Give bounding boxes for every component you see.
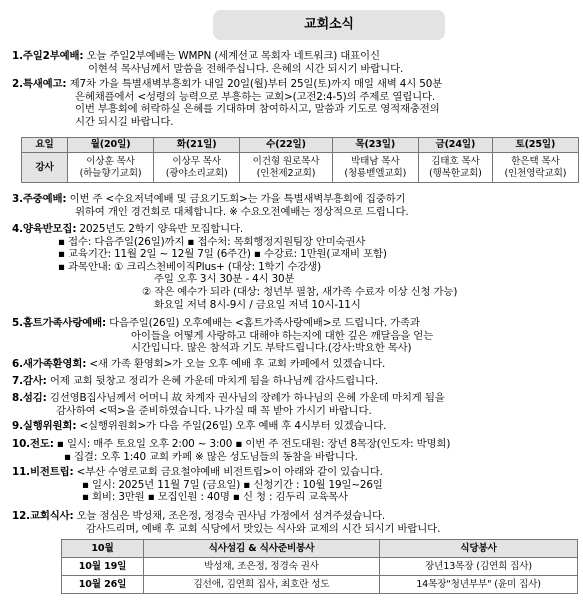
notice-5-line-2: 아이들을 어떻게 사랑하고 대해야 하는지에 대한 깊은 깨달음을 얻는 bbox=[131, 329, 434, 342]
meal-date-cell: 10월 19일 bbox=[62, 558, 144, 576]
notice-4-line-1: 2025년도 2학기 양육반 모집합니다. bbox=[76, 223, 244, 235]
notice-3-line-2: 위하여 개인 경건회로 대체합니다. ※ 수요오전예배는 정상적으로 드립니다. bbox=[75, 205, 409, 218]
meal-table-row bbox=[62, 558, 578, 576]
meal-server-cell: 김선애, 김연희 집사, 최호란 성도 bbox=[144, 576, 380, 594]
speaker-church: (인천제2교회) bbox=[256, 167, 316, 179]
notice-11-head: 11.비전트립: bbox=[12, 466, 74, 478]
notice-1 bbox=[12, 50, 579, 75]
notice-2-line-3: 이번 부흥회에 허락하실 은혜를 기대하며 참여하시고, 말씀과 기도로 영적재충전의 bbox=[75, 103, 440, 116]
notice-8 bbox=[12, 392, 579, 417]
revival-table-header bbox=[22, 138, 579, 153]
speaker-name: 박태남 목사 bbox=[351, 155, 400, 167]
notice-11-line-2: ▪ 일시: 2025년 11월 7일 (금요일) ▪ 신청기간 : 10월 19일~26일 bbox=[82, 478, 383, 491]
notice-9-line-1: <실행위원회>가 다음 주일(26일) 오후 예배 후 4시부터 있겠습니다. bbox=[76, 420, 387, 432]
notice-7 bbox=[12, 375, 579, 388]
notice-9-head: 9.실행위원회: bbox=[12, 420, 77, 432]
speaker-cell bbox=[68, 153, 154, 183]
notice-4-line-3: ▪ 교육기간: 11월 2일 ~ 12월 7일 (6주간) ▪ 수강료: 1만원(교재비 포함) bbox=[58, 248, 387, 261]
meal-server-cell: 박성채, 조은정, 정경숙 권사 bbox=[144, 558, 380, 576]
notice-12-line-1: 오늘 점심은 박성채, 조은정, 정경숙 권사님 가정에서 섬겨주셨습니다. bbox=[73, 510, 386, 522]
notice-2-line-2: 은혜채플에서 <성령의 능력으로 부흥하는 교회>(고전2:4-5)의 주제로 열립니다. bbox=[75, 90, 436, 103]
speaker-name: 이상훈 목사 bbox=[86, 155, 135, 167]
notice-9 bbox=[12, 420, 579, 433]
notice-2 bbox=[12, 78, 579, 128]
notice-4-line-6: ② 작은 예수가 되라 (대상: 청년부 필참, 새가족 수료자 이상 신청 가능) bbox=[142, 285, 458, 298]
notice-10-line-2: ▪ 집결: 오후 1:40 교회 카페 ※ 많은 성도님들의 동참을 바랍니다. bbox=[64, 450, 358, 463]
notice-11-line-1: <부산 수영로교회 금요철야예배 비전트립>이 아래와 같이 있습니다. bbox=[73, 466, 383, 478]
revival-schedule-table bbox=[21, 137, 579, 183]
notice-11-line-3: ▪ 회비: 3만원 ▪ 모집인원 : 40명 ▪ 신 청 : 김두리 교육목사 bbox=[82, 491, 348, 504]
notice-8-head: 8.섬김: bbox=[12, 392, 47, 404]
meal-header-cell: 식사섬김 & 식사준비봉사 bbox=[144, 540, 380, 558]
revival-header-cell: 수(22일) bbox=[240, 138, 333, 153]
notice-4-line-2: ▪ 접수: 다음주일(26일)까지 ▪ 접수처: 목회행정지원팀장 안미숙권사 bbox=[58, 235, 366, 248]
revival-row-label: 강사 bbox=[22, 153, 68, 183]
meal-schedule-table bbox=[61, 539, 578, 594]
speaker-cell bbox=[492, 153, 578, 183]
speaker-cell bbox=[154, 153, 240, 183]
notice-5 bbox=[12, 317, 579, 355]
notice-5-head: 5.홈트가족사랑예배: bbox=[12, 317, 106, 329]
notice-6 bbox=[12, 358, 579, 371]
notice-5-line-3: 시간입니다. 많은 참석과 기도 부탁드립니다.(강사:박요한 목사) bbox=[131, 342, 412, 355]
speaker-church: (청룡벧엘교회) bbox=[344, 167, 407, 179]
notice-2-head: 2.특새예고: bbox=[12, 78, 67, 90]
notice-5-line-1: 다음주일(26일) 오후예배는 <홈트가족사랑예배>로 드립니다. 가족과 bbox=[105, 317, 420, 329]
page-title: 교회소식 bbox=[213, 10, 445, 40]
meal-table-row bbox=[62, 576, 578, 594]
meal-header-cell: 식당봉사 bbox=[380, 540, 578, 558]
notice-3-head: 3.주중예배: bbox=[12, 193, 67, 205]
speaker-name: 한은택 목사 bbox=[511, 155, 560, 167]
notice-2-line-1: 제7차 가을 특별새벽부흥회가 내일 20일(월)부터 25일(토)까지 매일 새벽 4시 50분 bbox=[66, 78, 443, 90]
notice-8-line-2: 감사하여 <떡>을 준비하였습니다. 나가실 때 꼭 받아 가시기 바랍니다. bbox=[56, 404, 372, 417]
notice-12-line-2: 감사드리며, 예배 후 교회 식당에서 맛있는 식사와 교제의 시간 되시기 바랍니다. bbox=[86, 522, 441, 535]
speaker-church: (하늘향기교회) bbox=[79, 167, 142, 179]
speaker-cell bbox=[332, 153, 418, 183]
revival-header-cell: 요일 bbox=[22, 138, 68, 153]
notice-7-line-1: 어제 교회 뒷창고 정리가 은혜 가운데 마치게 됨을 하나님께 감사드립니다. bbox=[46, 375, 378, 387]
notice-10-line-1: ▪ 일시: 매주 토요일 오후 2:00 ~ 3:00 ▪ 이번 주 전도대원: 장년 8목장(인도자: 박명희) bbox=[53, 438, 451, 450]
notice-1-head: 1.주일2부예배: bbox=[12, 50, 84, 62]
revival-header-cell: 화(21일) bbox=[154, 138, 240, 153]
notice-11 bbox=[12, 466, 579, 504]
notice-4-head: 4.양육반모집: bbox=[12, 223, 77, 235]
revival-header-cell: 토(25일) bbox=[492, 138, 578, 153]
notice-1-line-2: 이현석 목사님께서 말씀을 전해주십니다. 은혜의 시간 되시기 바랍니다. bbox=[88, 62, 404, 75]
notice-12-head: 12.교회식사: bbox=[12, 510, 74, 522]
notice-4-line-5: 주일 오후 3시 30분 - 4시 30분 bbox=[154, 273, 295, 286]
meal-header-cell: 10월 bbox=[62, 540, 144, 558]
meal-kitchen-cell: 14목장"청년부부" (윤미 집사) bbox=[380, 576, 578, 594]
revival-header-cell: 월(20일) bbox=[68, 138, 154, 153]
speaker-name: 이건형 원로목사 bbox=[252, 155, 320, 167]
notice-6-line-1: <새 가족 환영회>가 오늘 오후 예배 후 교회 카페에서 있겠습니다. bbox=[86, 358, 386, 370]
notice-4 bbox=[12, 223, 579, 311]
meal-kitchen-cell: 장년13목장 (김연희 집사) bbox=[380, 558, 578, 576]
notice-8-line-1: 김선영B집사님께서 어머니 故 차계자 권사님의 장례가 하나님의 은혜 가운데 마치게 됨을 bbox=[46, 392, 445, 404]
speaker-cell bbox=[418, 153, 492, 183]
notice-12 bbox=[12, 510, 579, 535]
notice-1-line-1: 오늘 주일2부예배는 WMPN (세계선교 목회자 네트워크) 대표이신 bbox=[83, 50, 380, 62]
notice-10-head: 10.전도: bbox=[12, 438, 54, 450]
revival-header-cell: 금(24일) bbox=[418, 138, 492, 153]
speaker-cell bbox=[240, 153, 333, 183]
speaker-church: (행복한교회) bbox=[428, 167, 482, 179]
speaker-church: (광야소리교회) bbox=[165, 167, 228, 179]
notice-7-head: 7.감사: bbox=[12, 375, 47, 387]
notice-10 bbox=[12, 438, 579, 463]
notice-2-line-4: 시간 되시길 바랍니다. bbox=[75, 115, 174, 128]
meal-table-header bbox=[62, 540, 578, 558]
revival-table-row bbox=[22, 153, 579, 183]
speaker-church: (인천영락교회) bbox=[504, 167, 567, 179]
notice-3 bbox=[12, 193, 579, 218]
speaker-name: 김태호 목사 bbox=[431, 155, 480, 167]
revival-header-cell: 목(23일) bbox=[332, 138, 418, 153]
meal-date-cell: 10월 26일 bbox=[62, 576, 144, 594]
notice-3-line-1: 이번 주 <수요저녁예배 및 금요기도회>는 가을 특별새벽부흥회에 집중하기 bbox=[66, 193, 406, 205]
speaker-name: 이상무 목사 bbox=[172, 155, 221, 167]
notice-4-line-4: ▪ 과목안내: ① 크리스천베이직Plus+ (대상: 1학기 수강생) bbox=[58, 260, 322, 273]
notice-4-line-7: 화요일 저녁 8시-9시 / 금요일 저녁 10시-11시 bbox=[154, 298, 361, 311]
notice-6-head: 6.새가족환영회: bbox=[12, 358, 87, 370]
